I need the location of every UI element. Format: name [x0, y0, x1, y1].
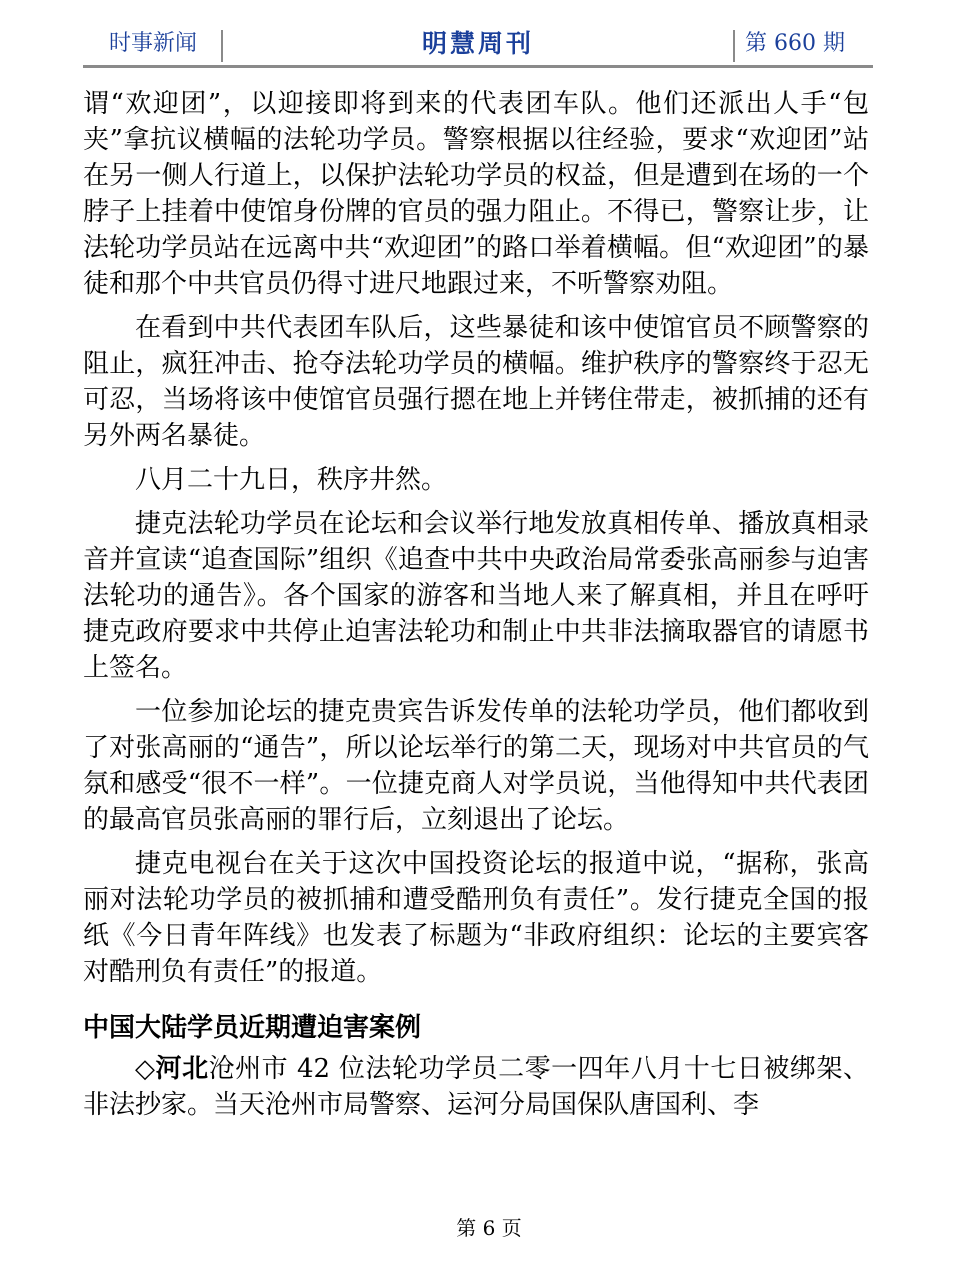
article-body: [83, 86, 869, 1131]
paragraph: 一位参加论坛的捷克贵宾告诉发传单的法轮功学员，他们都收到了对张高丽的“通告”，所以论坛举行的第二天，现场对中共官员的气氛和感受“很不一样”。一位捷克商人对学员说，当他得知中共代表团的最高官员张高丽的罪行后，立刻退出了论坛。: [83, 697, 869, 835]
header-rule: [83, 65, 873, 68]
paragraph: 在看到中共代表团车队后，这些暴徒和该中使馆官员不顾警察的阻止，疯狂冲击、抢夺法轮功学员的横幅。维护秩序的警察终于忍无可忍，当场将该中使馆官员强行摁在地上并铐住带走，被抓捕的还有另外两名暴徒。: [83, 313, 869, 451]
case-region: 河北: [155, 1054, 209, 1084]
header-section: 时事新闻: [109, 31, 198, 56]
header-issue: 第 660 期: [745, 31, 845, 56]
paragraph: 八月二十九日，秩序井然。: [135, 465, 448, 495]
page-header: [83, 26, 873, 68]
paragraph: 谓“欢迎团”，以迎接即将到来的代表团车队。他们还派出人手“包夹”拿抗议横幅的法轮功学员。警察根据以往经验，要求“欢迎团”站在另一侧人行道上，以保护法轮功学员的权益，但是遭到在场的一个脖子上挂着中使馆身份牌的官员的强力阻止。不得已，警察让步，让法轮功学员站在远离中共“欢迎团”的路口举着横幅。但“欢迎团”的暴徒和那个中共官员仍得寸进尺地跟过来，不听警察劝阻。: [83, 89, 869, 299]
case-paragraph: [83, 1051, 869, 1123]
header-publication-title: 明慧周刊: [421, 29, 534, 58]
diamond-bullet-icon: ◇: [135, 1054, 156, 1084]
paragraph: 捷克电视台在关于这次中国投资论坛的报道中说，“据称，张高丽对法轮功学员的被抓捕和遭受酷刑负有责任”。发行捷克全国的报纸《今日青年阵线》也发表了标题为“非政府组织：论坛的主要宾客对酷刑负有责任”的报道。: [83, 849, 869, 987]
section-heading: 中国大陆学员近期遭迫害案例: [83, 1013, 422, 1043]
paragraph: 捷克法轮功学员在论坛和会议举行地发放真相传单、播放真相录音并宣读“追查国际”组织《追查中共中央政治局常委张高丽参与迫害法轮功的通告》。各个国家的游客和当地人来了解真相，并且在呼吁捷克政府要求中共停止迫害法轮功和制止中共非法摘取器官的请愿书上签名。: [83, 509, 869, 683]
header-divider-right: [733, 30, 735, 62]
case-text: 沧州市 42 位法轮功学员二零一四年八月十七日被绑架、非法抄家。当天沧州市局警察、运河分局国保队唐国利、李: [83, 1054, 869, 1120]
page-number: 第 6 页: [456, 1216, 522, 1240]
